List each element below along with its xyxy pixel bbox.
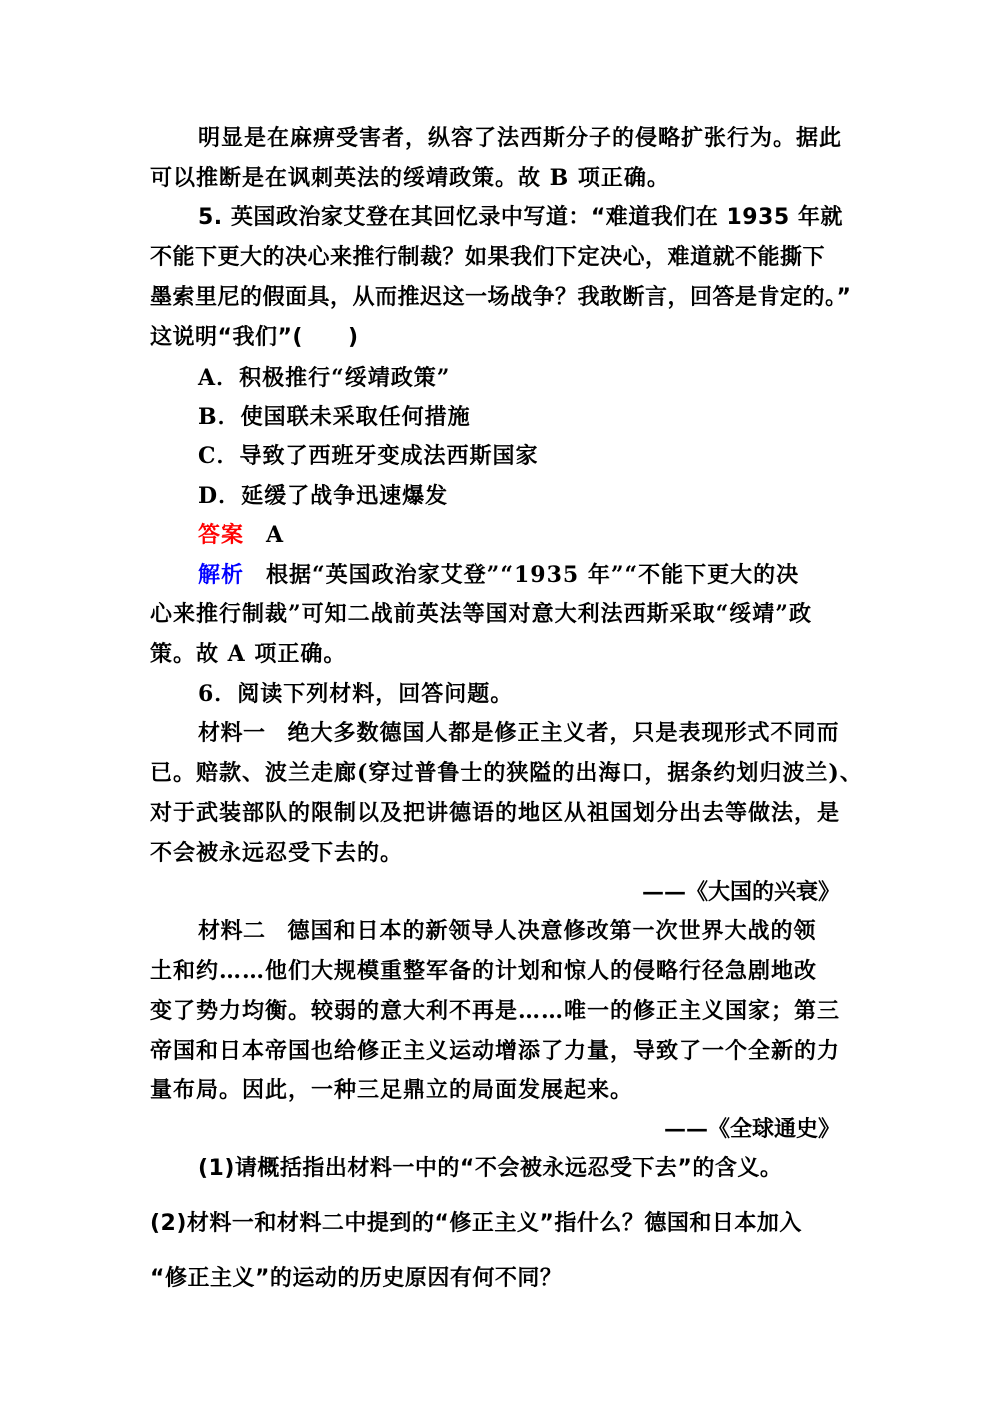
material-1-source: ——《大国的兴衰》 xyxy=(641,879,840,905)
option-a: A．积极推行“绥靖政策” xyxy=(198,365,451,391)
question-5-stem-line-3: 墨索里尼的假面具，从而推迟这一场战争？我敢断言，回答是肯定的。” xyxy=(150,285,852,310)
sub-question-2-line-1: (2)材料一和材料二中提到的“修正主义”指什么？德国和日本加入 xyxy=(150,1211,802,1236)
material-2-label: 材料二 xyxy=(198,919,266,944)
material-1-label: 材料一 xyxy=(198,721,266,746)
material-2-line-4: 帝国和日本帝国也给修正主义运动增添了力量，导致了一个全新的力 xyxy=(150,1038,841,1064)
answer-value: A xyxy=(266,522,285,548)
analysis-line-2: 心来推行制裁”可知二战前英法等国对意大利法西斯采取“绥靖”政 xyxy=(150,601,812,627)
material-1-line-4: 不会被永远忍受下去的。 xyxy=(150,840,404,866)
question-5-stem-line-1: 5. 英国政治家艾登在其回忆录中写道：“难道我们在 1935 年就 xyxy=(198,205,843,230)
material-2-line-5: 量布局。因此，一种三足鼎立的局面发展起来。 xyxy=(150,1077,634,1103)
option-c: C．导致了西班牙变成法西斯国家 xyxy=(198,443,539,469)
prev-explanation-line-1: 明显是在麻痹受害者，纵容了法西斯分子的侵略扩张行为。据此 xyxy=(198,125,843,151)
material-2-line-3: 变了势力均衡。较弱的意大利不再是……唯一的修正主义国家；第三 xyxy=(150,998,841,1024)
material-1-line-1: 绝大多数德国人都是修正主义者，只是表现形式不同而 xyxy=(287,720,840,746)
prev-explanation-line-2: 可以推断是在讽刺英法的绥靖政策。故 B 项正确。 xyxy=(150,165,670,191)
material-2-source: ——《全球通史》 xyxy=(663,1116,840,1142)
material-1-line-2: 已。赔款、波兰走廊(穿过普鲁士的狭隘的出海口，据条约划归波兰)、 xyxy=(150,760,863,786)
answer-label: 答案 xyxy=(198,523,245,548)
analysis-line-1: 根据“英国政治家艾登”“1935 年”“不能下更大的决 xyxy=(266,562,800,588)
material-2-line-1: 德国和日本的新领导人决意修改第一次世界大战的领 xyxy=(287,918,817,944)
question-6-stem: 6．阅读下列材料，回答问题。 xyxy=(198,681,514,707)
answer-row xyxy=(198,521,284,550)
analysis-line-3: 策。故 A 项正确。 xyxy=(150,641,347,667)
analysis-label: 解析 xyxy=(198,563,245,588)
sub-question-2-line-2: “修正主义”的运动的历史原因有何不同？ xyxy=(150,1266,563,1291)
option-d: D．延缓了战争迅速爆发 xyxy=(198,483,449,509)
material-2-line-2: 土和约……他们大规模重整军备的计划和惊人的侵略行径急剧地改 xyxy=(150,958,818,984)
option-b: B．使国联未采取任何措施 xyxy=(198,404,471,430)
material-2-row xyxy=(198,917,817,946)
analysis-row xyxy=(198,561,799,590)
material-1-row xyxy=(198,719,840,748)
material-1-line-3: 对于武装部队的限制以及把讲德语的地区从祖国划分出去等做法，是 xyxy=(150,800,841,826)
sub-question-1: (1)请概括指出材料一中的“不会被永远忍受下去”的含义。 xyxy=(198,1156,783,1181)
question-5-stem-line-4: 这说明“我们”( ) xyxy=(150,325,359,350)
question-5-stem-line-2: 不能下更大的决心来推行制裁？如果我们下定决心，难道就不能撕下 xyxy=(150,245,826,270)
